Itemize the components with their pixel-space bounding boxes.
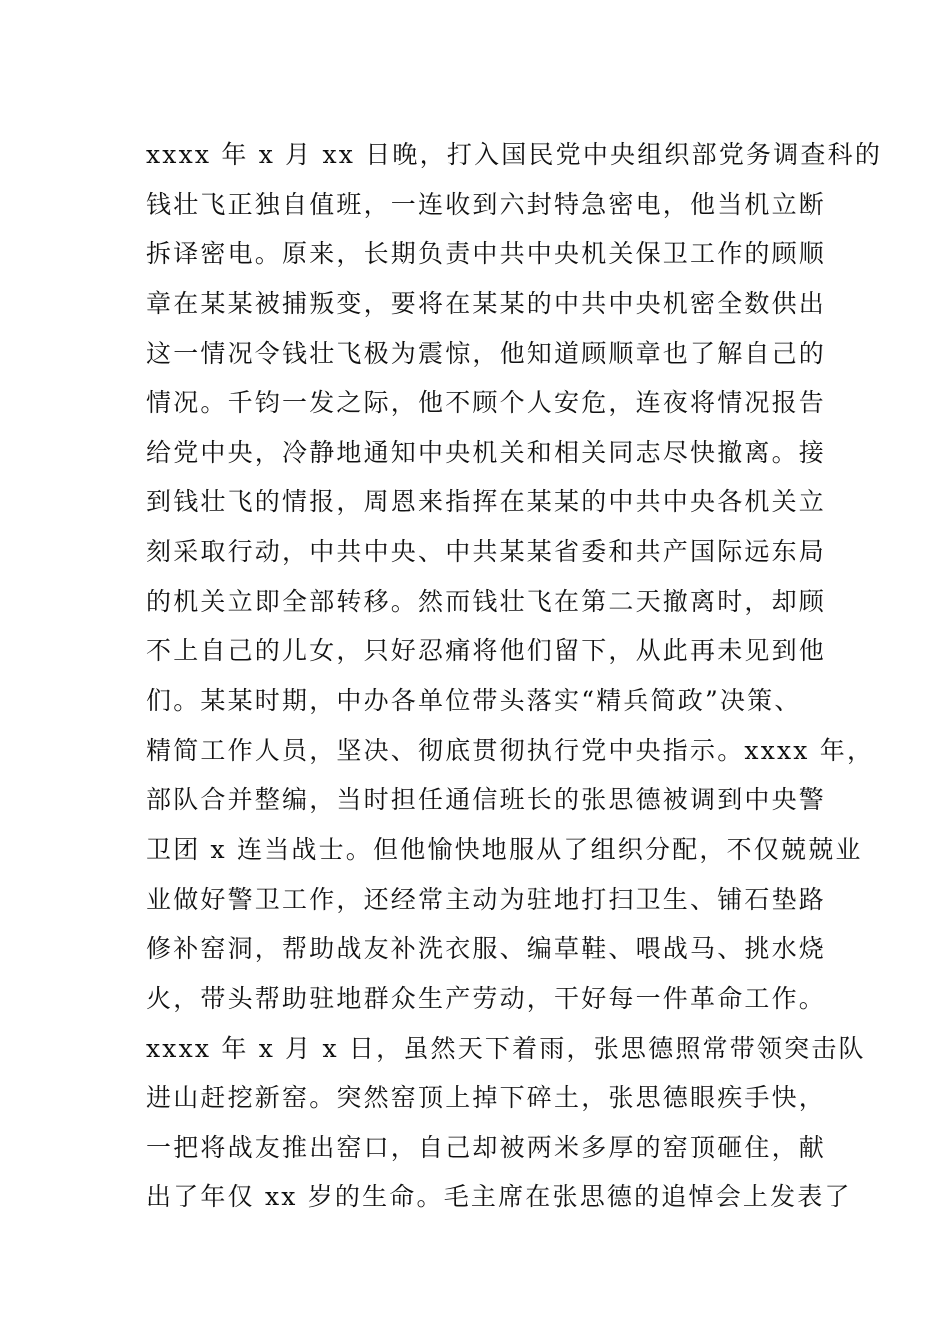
text-line: 不上自己的儿女，只好忍痛将他们留下，从此再未见到他 xyxy=(146,636,827,666)
text-line: 修补窑洞，帮助战友补洗衣服、编草鞋、喂战马、挑水烧 xyxy=(146,934,827,964)
text-line: 部队合并整编，当时担任通信班长的张思德被调到中央警 xyxy=(146,785,827,815)
text-line: 钱壮飞正独自值班，一连收到六封特急密电，他当机立断 xyxy=(146,189,827,219)
text-line: 卫团 x 连当战士。但他愉快地服从了组织分配，不仅兢兢业 xyxy=(146,834,863,864)
text-line: 出了年仅 xx 岁的生命。毛主席在张思德的追悼会上发表了 xyxy=(146,1182,852,1212)
text-line: 给党中央，冷静地通知中央机关和相关同志尽快撤离。接 xyxy=(146,437,827,467)
text-line: 精简工作人员，坚决、彻底贯彻执行党中央指示。xxxx 年， xyxy=(146,735,875,765)
text-line: 到钱壮飞的情报，周恩来指挥在某某的中共中央各机关立 xyxy=(146,487,827,517)
text-line: 火，带头帮助驻地群众生产劳动，干好每一件革命工作。 xyxy=(146,983,827,1013)
text-line: 一把将战友推出窑口，自己却被两米多厚的窑顶砸住，献 xyxy=(146,1132,827,1162)
body-text xyxy=(146,130,883,1222)
text-line: 这一情况令钱壮飞极为震惊，他知道顾顺章也了解自己的 xyxy=(146,338,827,368)
text-line: xxxx 年 x 月 xx 日晚，打入国民党中央组织部党务调查科的 xyxy=(146,140,883,169)
text-line: 情况。千钧一发之际，他不顾个人安危，连夜将情况报告 xyxy=(146,388,827,418)
text-line: 章在某某被捕叛变，要将在某某的中共中央机密全数供出 xyxy=(146,288,827,318)
text-line: 拆译密电。原来，长期负责中共中央机关保卫工作的顾顺 xyxy=(146,239,827,269)
text-line: 的机关立即全部转移。然而钱壮飞在第二天撤离时，却顾 xyxy=(146,586,827,616)
text-line: 刻采取行动，中共中央、中共某某省委和共产国际远东局 xyxy=(146,537,827,567)
text-line: xxxx 年 x 月 x 日，虽然天下着雨，张思德照常带领突击队 xyxy=(146,1033,866,1063)
text-line: 进山赶挖新窑。突然窑顶上掉下碎土，张思德眼疾手快， xyxy=(146,1083,827,1113)
text-line: 业做好警卫工作，还经常主动为驻地打扫卫生、铺石垫路 xyxy=(146,884,827,914)
text-line: 们。某某时期，中办各单位带头落实“精兵简政”决策、 xyxy=(146,686,802,716)
